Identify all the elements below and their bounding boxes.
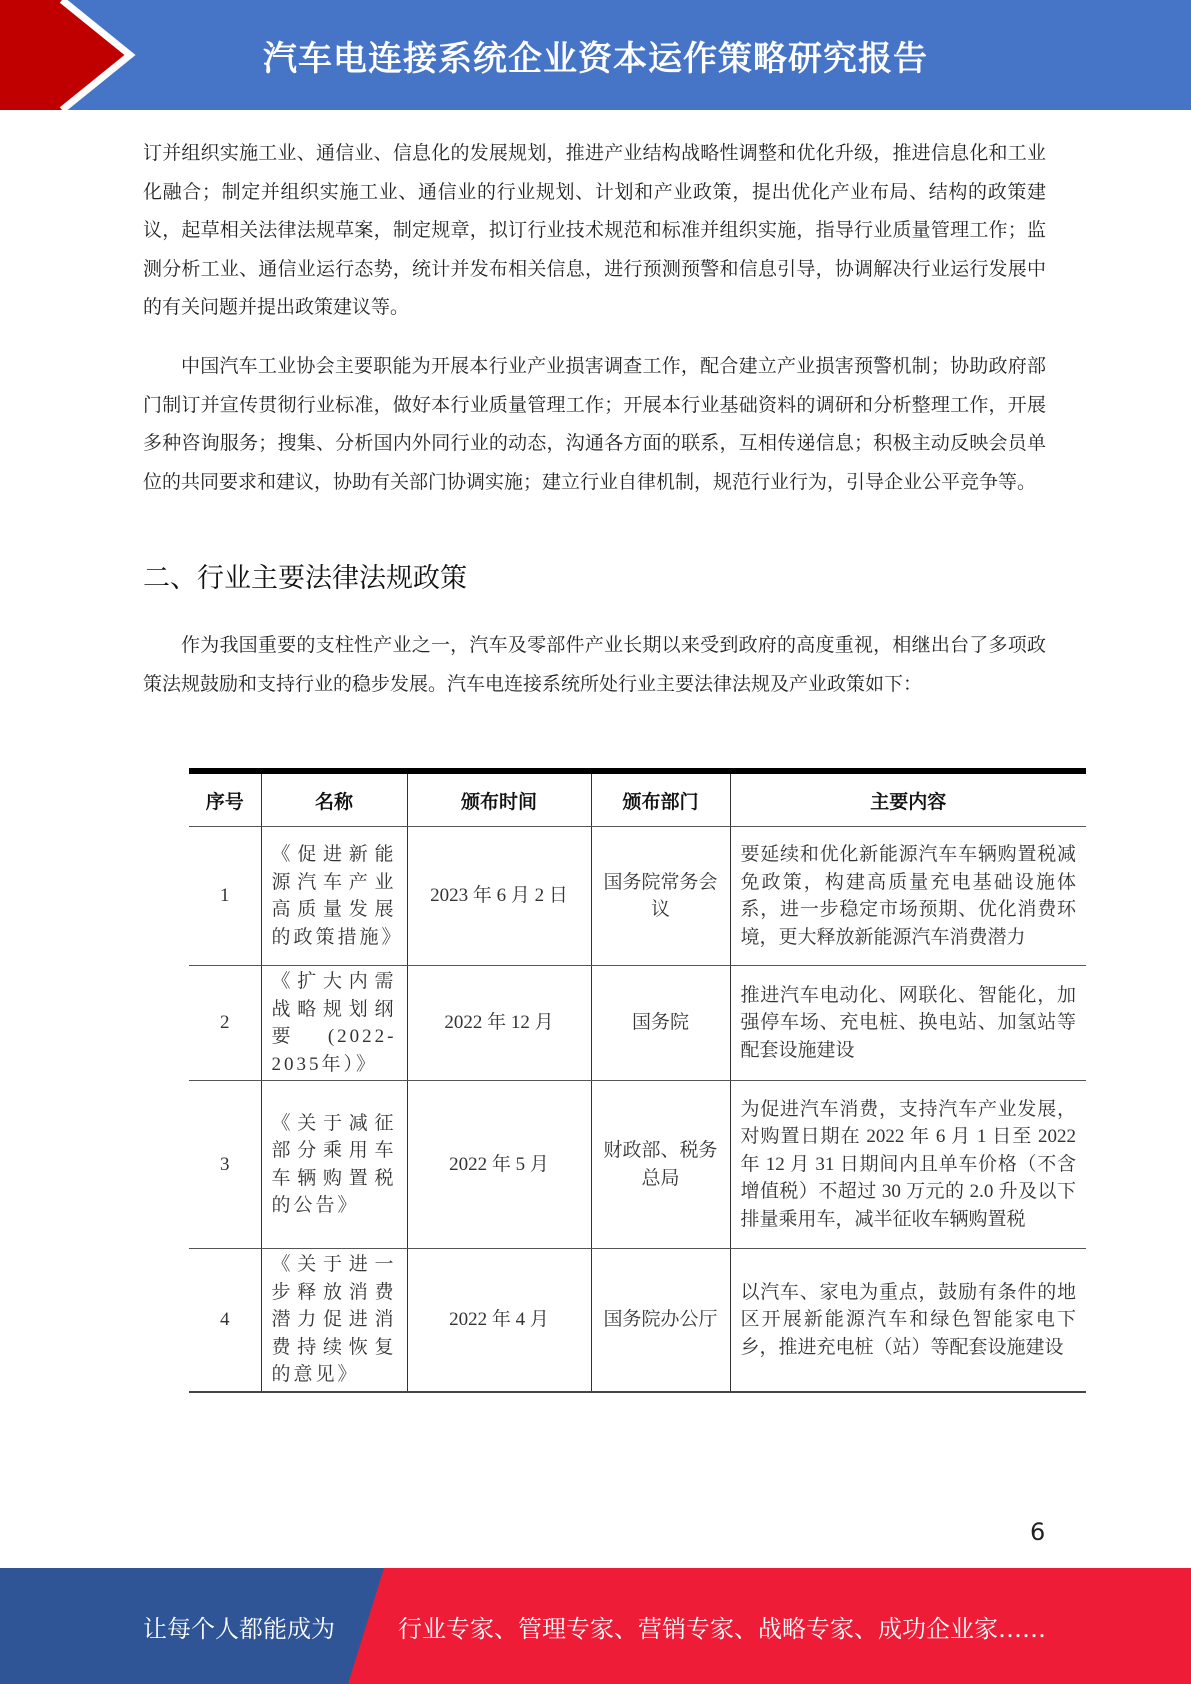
cell-number: 4 (189, 1249, 261, 1392)
cell-number: 3 (189, 1081, 261, 1249)
column-header-content: 主要内容 (730, 771, 1086, 827)
cell-date: 2022 年 5 月 (407, 1081, 591, 1249)
cell-content: 要延续和优化新能源汽车车辆购置税减免政策，构建高质量充电基础设施体系，进一步稳定市场预期、优化消费环境，更大释放新能源汽车消费潜力 (730, 827, 1086, 966)
table-row (189, 1081, 1086, 1249)
page-footer (0, 1568, 1191, 1684)
cell-department: 财政部、税务总局 (591, 1081, 730, 1249)
report-title: 汽车电连接系统企业资本运作策略研究报告 (263, 38, 928, 79)
table-row (189, 827, 1086, 966)
column-header-date: 颁布时间 (407, 771, 591, 827)
paragraph-ministry-duties: 订并组织实施工业、通信业、信息化的发展规划，推进产业结构战略性调整和优化升级，推进信息化和工业化融合；制定并组织实施工业、通信业的行业规划、计划和产业政策，提出优化产业布局、结构的政策建议，起草相关法律法规草案，制定规章，拟订行业技术规范和标准并组织实施，指导行业质量管理工作；监测分析工业、通信业运行态势，统计并发布相关信息，进行预测预警和信息引导，协调解决行业运行发展中的有关问题并提出政策建议等。 (143, 142, 1046, 318)
paragraph-policy-intro: 作为我国重要的支柱性产业之一，汽车及零部件产业长期以来受到政府的高度重视，相继出台了多项政策法规鼓励和支持行业的稳步发展。汽车电连接系统所处行业主要法律法规及产业政策如下： (143, 634, 1046, 695)
table-row (189, 1249, 1086, 1392)
header-chevron-decoration (0, 0, 150, 110)
cell-number: 2 (189, 966, 261, 1081)
cell-content: 推进汽车电动化、网联化、智能化，加强停车场、充电桩、换电站、加氢站等配套设施建设 (730, 966, 1086, 1081)
cell-department: 国务院 (591, 966, 730, 1081)
paragraph-association-duties: 中国汽车工业协会主要职能为开展本行业产业损害调查工作，配合建立产业损害预警机制；协助政府部门制订并宣传贯彻行业标准，做好本行业质量管理工作；开展本行业基础资料的调研和分析整理工作，开展多种咨询服务；搜集、分析国内外同行业的动态，沟通各方面的联系，互相传递信息；积极主动反映会员单位的共同要求和建议，协助有关部门协调实施；建立行业自律机制，规范行业行为，引导企业公平竞争等。 (143, 355, 1046, 493)
cell-content: 为促进汽车消费，支持汽车产业发展，对购置日期在 2022 年 6 月 1 日至 2022 年 12 月 31 日期间内且单车价格（不含增值税）不超过 30 万元的 2.0 升及以下排量乘用车，减半征收车辆购置税 (730, 1081, 1086, 1249)
cell-date: 2023 年 6 月 2 日 (407, 827, 591, 966)
column-header-number: 序号 (189, 771, 261, 827)
cell-number: 1 (189, 827, 261, 966)
footer-slogan-roles: 行业专家、管理专家、营销专家、战略专家、成功企业家…… (398, 1614, 1046, 1643)
cell-policy-name: 《关于进一步释放消费潜力促进消费持续恢复的意见》 (261, 1249, 407, 1392)
column-header-name: 名称 (261, 771, 407, 827)
cell-policy-name: 《扩大内需战略规划纲要(2022-2035年）》 (261, 966, 407, 1081)
footer-slogan-lead: 让每个人都能成为 (143, 1614, 335, 1643)
policy-table (189, 768, 1086, 1393)
table-header-row (189, 771, 1086, 827)
page-number: 6 (1030, 1518, 1046, 1546)
section-heading: 二、行业主要法律法规政策 (143, 563, 467, 594)
cell-content: 以汽车、家电为重点，鼓励有条件的地区开展新能源汽车和绿色智能家电下乡，推进充电桩（站）等配套设施建设 (730, 1249, 1086, 1392)
cell-policy-name: 《关于减征部分乘用车车辆购置税的公告》 (261, 1081, 407, 1249)
cell-date: 2022 年 4 月 (407, 1249, 591, 1392)
cell-date: 2022 年 12 月 (407, 966, 591, 1081)
cell-department: 国务院常务会议 (591, 827, 730, 966)
cell-department: 国务院办公厅 (591, 1249, 730, 1392)
column-header-department: 颁布部门 (591, 771, 730, 827)
table-row (189, 966, 1086, 1081)
page-header (0, 0, 1191, 110)
cell-policy-name: 《促进新能源汽车产业高质量发展的政策措施》 (261, 827, 407, 966)
